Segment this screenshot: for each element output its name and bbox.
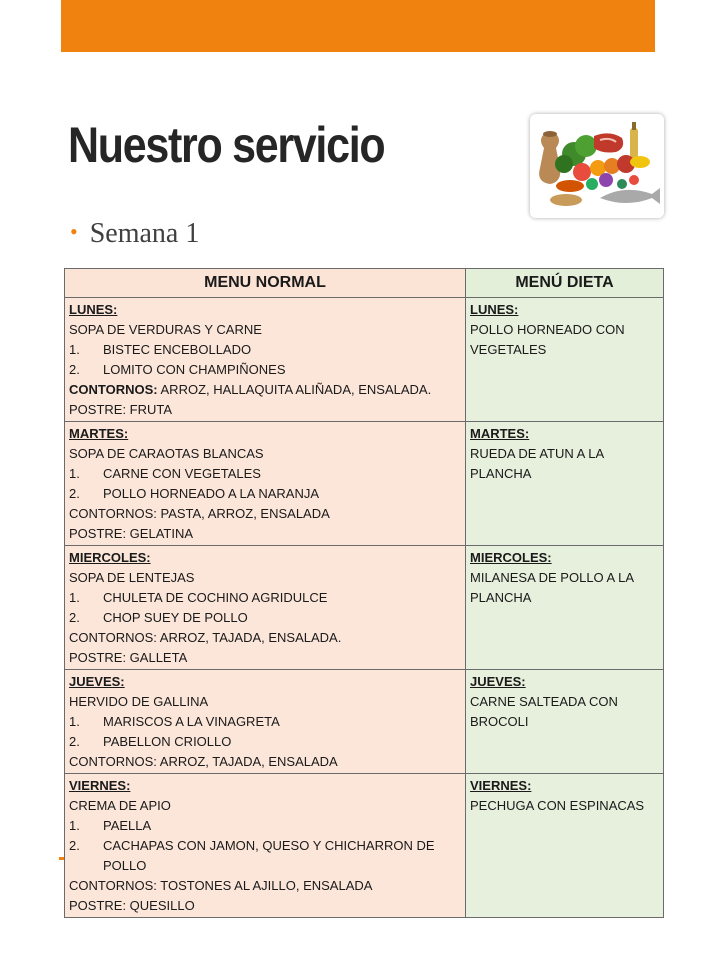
food-assortment-image: [530, 114, 664, 218]
dieta-dish: CARNE SALTEADA CON BROCOLI: [470, 694, 618, 729]
weekly-menu-table: [64, 268, 664, 918]
contornos-label: CONTORNOS:: [69, 382, 158, 397]
day-label: LUNES:: [470, 302, 519, 317]
day-label: JUEVES:: [69, 674, 125, 689]
normal-menu-cell: [65, 774, 466, 918]
list-number: 1.: [69, 466, 80, 481]
list-text: CACHAPAS CON JAMON, QUESO Y CHICHARRON DE POLLO: [103, 838, 435, 873]
list-text: PAELLA: [103, 818, 152, 833]
list-number: 2.: [69, 486, 80, 501]
dieta-menu-cell: [466, 546, 664, 670]
dieta-menu-cell: [466, 670, 664, 774]
postre-line: POSTRE: QUESILLO: [69, 898, 195, 913]
table-header-row: [65, 269, 664, 298]
day-label: VIERNES:: [470, 778, 532, 793]
list-number: 1.: [69, 714, 80, 729]
list-item: [69, 608, 461, 628]
page-title: Nuestro servicio: [68, 117, 385, 173]
soup-line: SOPA DE CARAOTAS BLANCAS: [69, 446, 264, 461]
header-menu-normal: MENU NORMAL: [65, 269, 466, 298]
contornos-line: CONTORNOS: PASTA, ARROZ, ENSALADA: [69, 506, 330, 521]
day-label: MARTES:: [470, 426, 530, 441]
list-item: [69, 836, 461, 876]
list-text: MARISCOS A LA VINAGRETA: [103, 714, 280, 729]
header-menu-dieta: MENÚ DIETA: [466, 269, 664, 298]
dieta-menu-cell: [466, 298, 664, 422]
list-text: BISTEC ENCEBOLLADO: [103, 342, 252, 357]
contornos-line: CONTORNOS: TOSTONES AL AJILLO, ENSALADA: [69, 878, 373, 893]
bullet-dot-icon: •: [70, 219, 78, 244]
list-number: 1.: [69, 818, 80, 833]
bullet-item: [70, 218, 199, 250]
contornos-line: CONTORNOS: ARROZ, TAJADA, ENSALADA.: [69, 630, 342, 645]
table-row: [65, 298, 664, 422]
day-label: LUNES:: [69, 302, 118, 317]
list-text: POLLO HORNEADO A LA NARANJA: [103, 486, 320, 501]
normal-menu-cell: [65, 422, 466, 546]
list-number: 1.: [69, 590, 80, 605]
soup-line: CREMA DE APIO: [69, 798, 171, 813]
normal-menu-cell: [65, 546, 466, 670]
list-item: [69, 732, 461, 752]
list-text: CHULETA DE COCHINO AGRIDULCE: [103, 590, 328, 605]
contornos-line: [69, 380, 461, 400]
dieta-dish: PECHUGA CON ESPINACAS: [470, 798, 645, 813]
soup-line: HERVIDO DE GALLINA: [69, 694, 209, 709]
list-item: [69, 712, 461, 732]
dieta-menu-cell: [466, 422, 664, 546]
contornos-line: CONTORNOS: ARROZ, TAJADA, ENSALADA: [69, 754, 338, 769]
list-number: 2.: [69, 734, 80, 749]
list-text: LOMITO CON CHAMPIÑONES: [103, 362, 286, 377]
postre-line: POSTRE: FRUTA: [69, 402, 173, 417]
bullet-text: Semana 1: [89, 218, 200, 249]
list-item: [69, 360, 461, 380]
top-accent-bar: [61, 0, 655, 52]
food-illustration-icon: [530, 114, 664, 218]
dieta-dish: POLLO HORNEADO CON VEGETALES: [470, 322, 625, 357]
table-row: [65, 774, 664, 918]
list-text: PABELLON CRIOLLO: [103, 734, 232, 749]
dieta-dish: RUEDA DE ATUN A LA PLANCHA: [470, 446, 604, 481]
list-item: [69, 588, 461, 608]
list-number: 2.: [69, 362, 80, 377]
list-text: CARNE CON VEGETALES: [103, 466, 261, 481]
soup-line: SOPA DE VERDURAS Y CARNE: [69, 322, 262, 337]
list-number: 2.: [69, 838, 80, 853]
day-label: MIERCOLES:: [470, 550, 552, 565]
soup-line: SOPA DE LENTEJAS: [69, 570, 195, 585]
list-item: [69, 816, 461, 836]
day-label: JUEVES:: [470, 674, 526, 689]
dieta-menu-cell: [466, 774, 664, 918]
list-number: 2.: [69, 610, 80, 625]
postre-line: POSTRE: GELATINA: [69, 526, 194, 541]
table-row: [65, 546, 664, 670]
list-item: [69, 464, 461, 484]
table-row: [65, 670, 664, 774]
dieta-dish: MILANESA DE POLLO A LA PLANCHA: [470, 570, 634, 605]
day-label: VIERNES:: [69, 778, 131, 793]
normal-menu-cell: [65, 670, 466, 774]
normal-menu-cell: [65, 298, 466, 422]
day-label: MIERCOLES:: [69, 550, 151, 565]
list-number: 1.: [69, 342, 80, 357]
day-label: MARTES:: [69, 426, 129, 441]
postre-line: POSTRE: GALLETA: [69, 650, 188, 665]
list-item: [69, 484, 461, 504]
list-text: CHOP SUEY DE POLLO: [103, 610, 248, 625]
list-item: [69, 340, 461, 360]
contornos-text: ARROZ, HALLAQUITA ALIÑADA, ENSALADA.: [157, 382, 432, 397]
table-row: [65, 422, 664, 546]
